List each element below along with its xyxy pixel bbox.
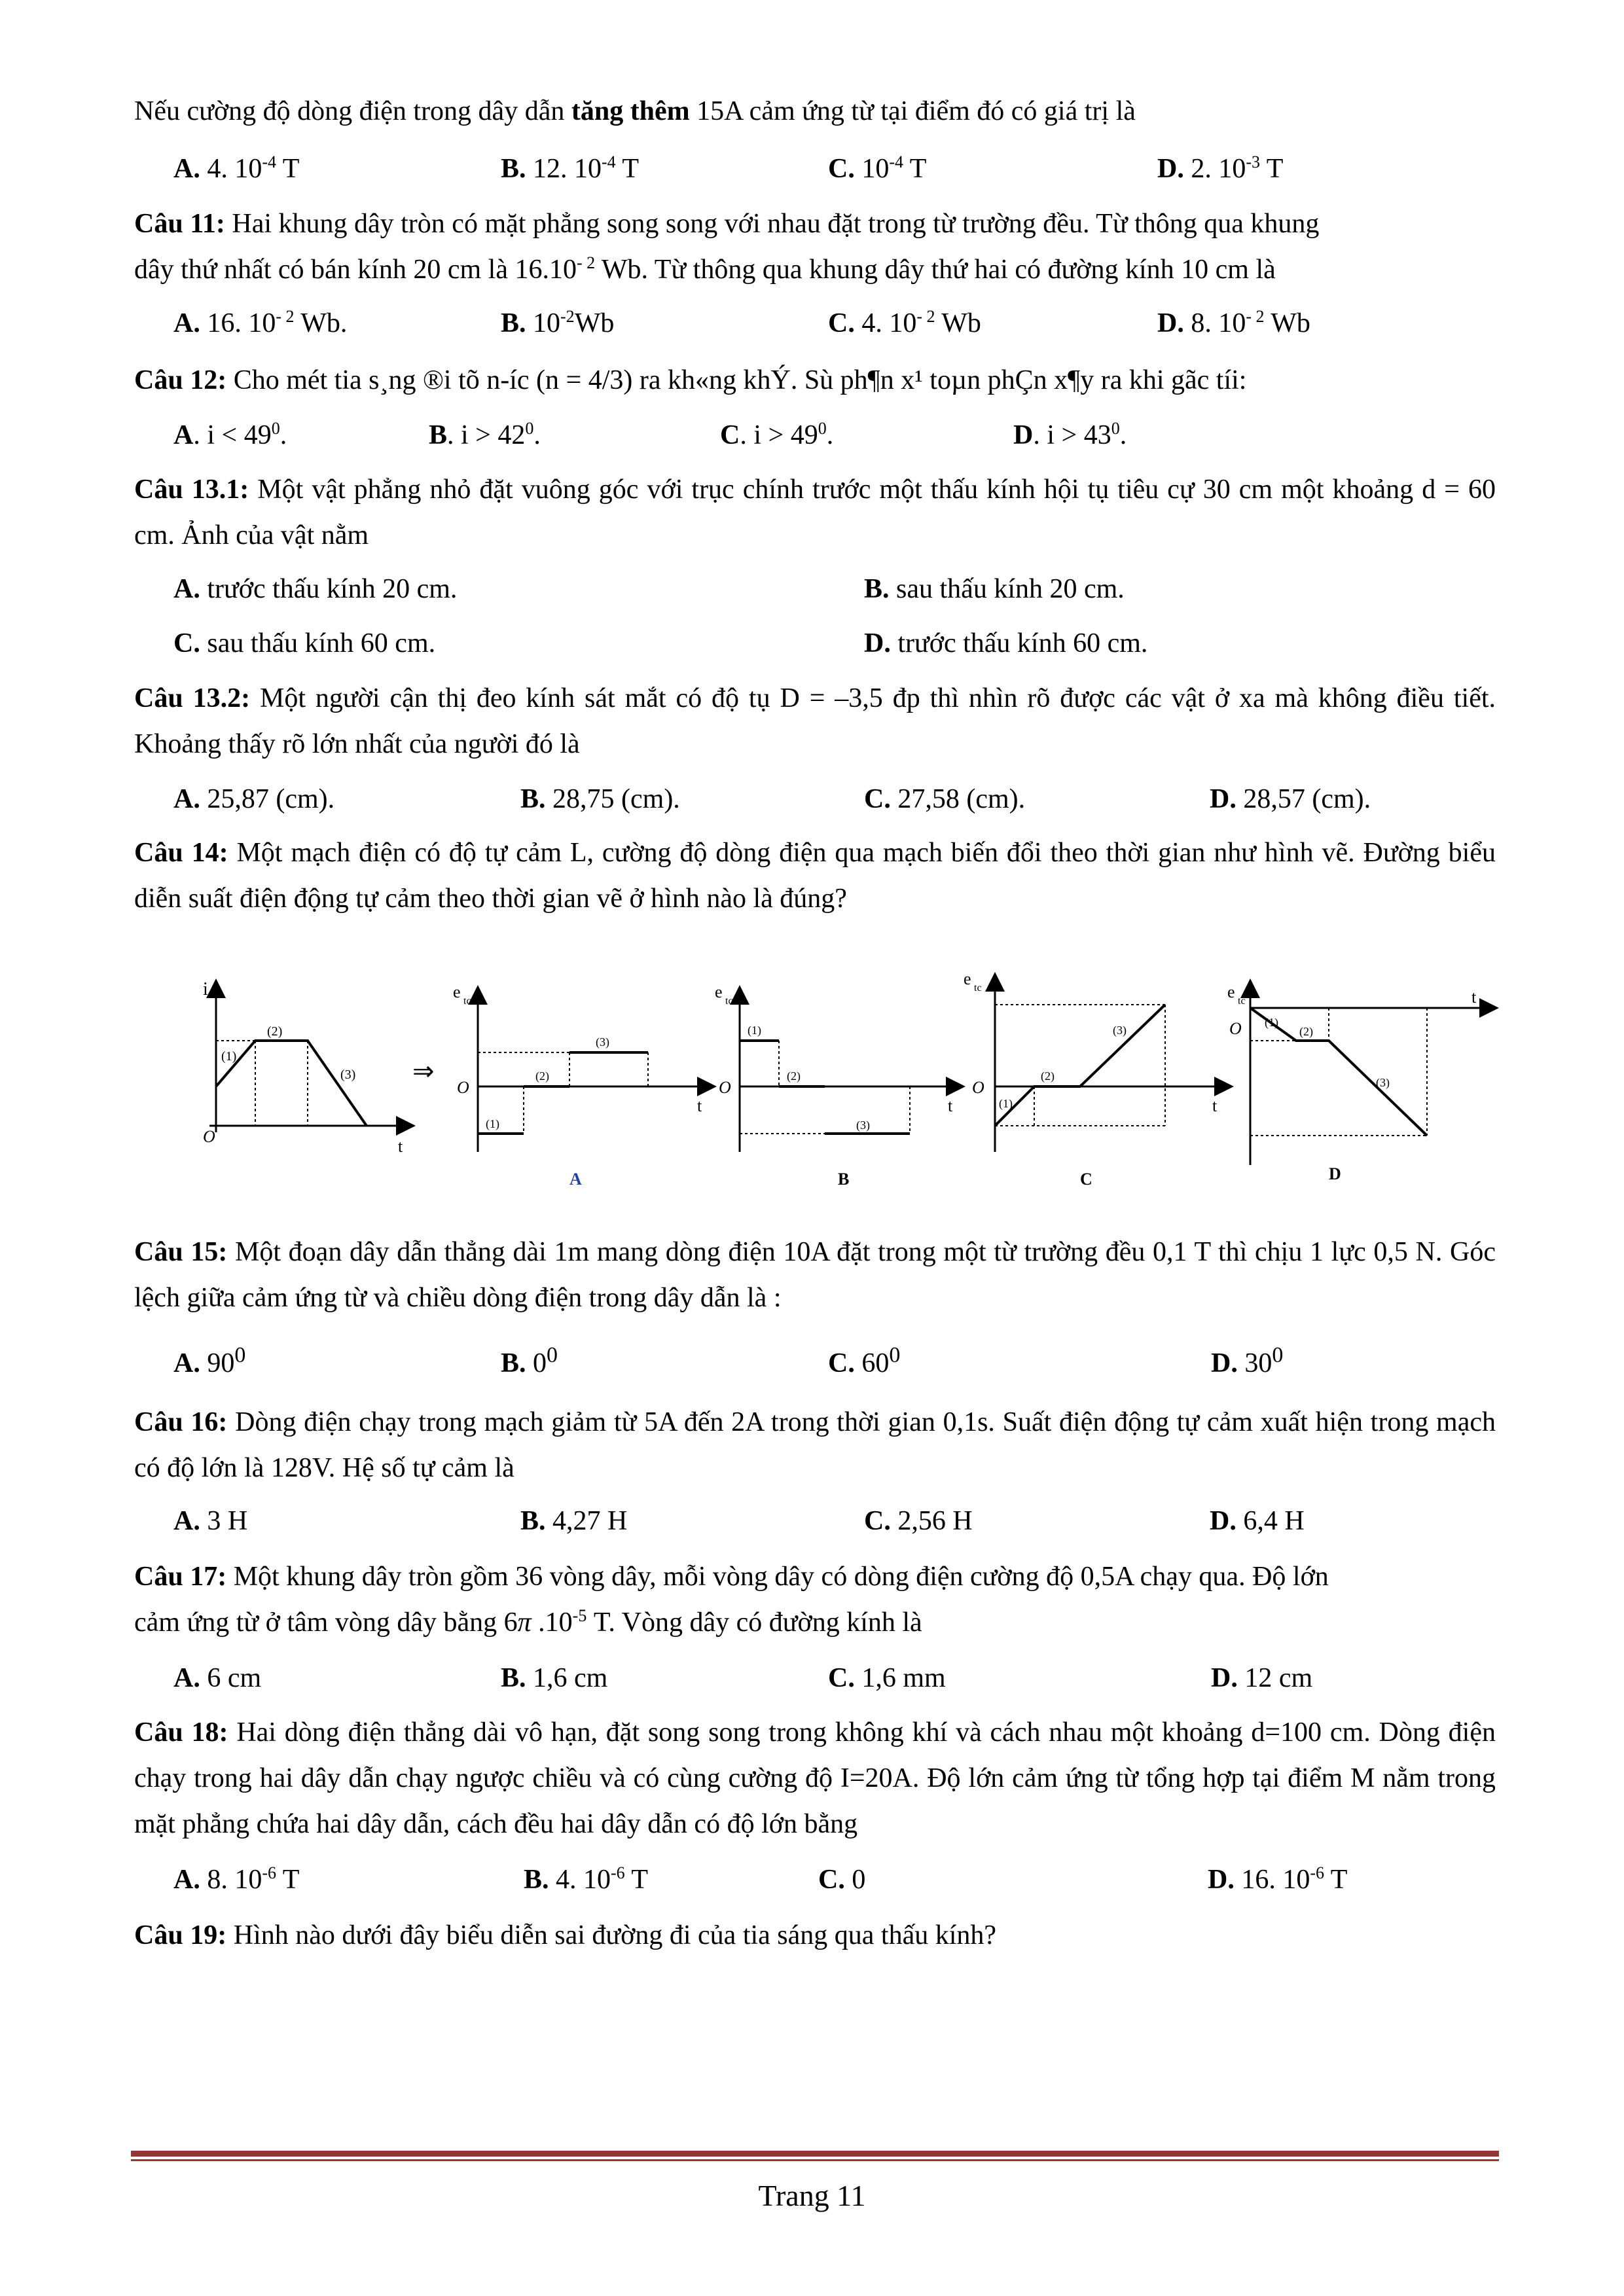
q19-question: Câu 19: Hình nào dưới đây biểu diễn sai đường đi của tia sáng qua thấu kính? (134, 1920, 997, 1950)
q17-option-c: C. 1,6 mm (828, 1663, 946, 1693)
q11-option-a: A. 16. $10^{- 2}$ Wb. (173, 307, 348, 338)
graph-d (1227, 982, 1489, 1183)
graph-c-seg-2: (2) (1041, 1069, 1055, 1083)
graph-b-t-label: t (948, 1096, 953, 1115)
graph-b-e-label: e (715, 982, 723, 1001)
q15-option-c: C. $60^0$ (828, 1343, 901, 1378)
q17-line-1: Câu 17: Một khung dây tròn gồm 36 vòng dây, mỗi vòng dây có dòng điện cường độ 0,5A chạy qua. Độ lớn (134, 1562, 1329, 1592)
graph-d-e-subscript: tc (1238, 996, 1246, 1007)
graph-a-origin: O (457, 1078, 469, 1097)
graph-a-seg-2: (2) (535, 1069, 549, 1083)
q18-option-c: C. 0 (818, 1865, 866, 1895)
graph-b (715, 982, 956, 1189)
q10-option-a: A. 4. $10^{-4}$ T (173, 152, 300, 184)
graph-a-caption: A (569, 1170, 582, 1189)
q13-1-option-a: A. trước thấu kính 20 cm. (173, 574, 458, 604)
graph-b-caption: B (838, 1170, 850, 1189)
graph-d-origin: O (1229, 1019, 1242, 1038)
q16-option-b: B. 4,27 H (520, 1506, 628, 1536)
segment-1-label: (1) (221, 1049, 237, 1064)
graph-a-e-label: e (453, 982, 461, 1001)
q18-option-b: B. 4. $10^{-6}$ T (524, 1863, 649, 1895)
graph-b-origin: O (719, 1078, 731, 1097)
q16-option-c: C. 2,56 H (864, 1506, 973, 1536)
graph-c-e-subscript: tc (974, 982, 982, 994)
graph-d-seg-1: (1) (1265, 1016, 1278, 1029)
q12-question: Câu 12: Cho mét tia s¸ng ®i tõ n-íc (n = 4/3) ra kh«ng khÝ. Sù ph¶n x¹ toµn phÇn x¶y ra khi gãc tíi: (134, 365, 1247, 395)
q13-1-option-b: B. sau thấu kính 20 cm. (864, 574, 1125, 604)
q10-continuation: Nếu cường độ dòng điện trong dây dẫn tăng thêm 15A cảm ứng từ tại điểm đó có giá trị là (134, 96, 1136, 126)
q13-1-option-d: D. trước thấu kính 60 cm. (864, 628, 1148, 658)
q17-line-2: cảm ứng từ ở tâm vòng dây bằng 6π $.10^{-5}$ T. Vòng dây có đường kính là (134, 1606, 922, 1638)
segment-2-label: (2) (267, 1024, 283, 1039)
q11-line-2: dây thứ nhất có bán kính 20 cm là $16.10^{- 2}$ Wb. Từ thông qua khung dây thứ hai có đường kính 10 cm là (134, 253, 1276, 285)
graph-d-e-label: e (1227, 982, 1235, 1001)
q18-question: Câu 18: Hai dòng điện thẳng dài vô hạn, đặt song song trong không khí và cách nhau một khoảng d=100 cm. Dòng điện chạy trong hai dây dẫn chạy ngược chiều và có cùng cường độ I=20A. Độ lớn cảm ứng từ tổng hợp tại điểm M nằm trong mặt phẳng chứa hai dây dẫn, cách đều hai dây dẫn có độ lớn bằng (134, 1717, 1496, 1839)
q18-option-d: D. 16. $10^{-6}$ T (1208, 1863, 1348, 1895)
graph-a-seg-1: (1) (486, 1117, 499, 1130)
q16-question: Câu 16: Dòng điện chạy trong mạch giảm từ 5A đến 2A trong thời gian 0,1s. Suất điện động tự cảm xuất hiện trong mạch có độ lớn là 128V. Hệ số tự cảm là (134, 1407, 1496, 1483)
graph-d-t-label: t (1471, 988, 1477, 1007)
segment-3-label: (3) (340, 1067, 356, 1082)
graph-c-caption: C (1080, 1170, 1092, 1189)
q17-option-a: A. 6 cm (173, 1663, 262, 1693)
graph-a (453, 982, 707, 1189)
graph-c-origin: O (972, 1078, 984, 1097)
q12-option-a: A. $i < 49^0$. (173, 419, 287, 450)
q12-option-b: B. $i > 42^0$. (429, 419, 541, 450)
origin-label: O (203, 1127, 215, 1146)
q13-2-option-a: A. 25,87 (cm). (173, 784, 335, 814)
q12-option-c: C. $i > 49^0$. (720, 419, 834, 450)
graph-b-e-subscript: tc (725, 996, 733, 1007)
q14-question: Câu 14: Một mạch điện có độ tự cảm L, cường độ dòng điện qua mạch biến đổi theo thời gian như hình vẽ. Đường biểu diễn suất điện động tự cảm theo thời gian vẽ ở hình nào là đúng? (134, 838, 1496, 914)
t-axis-label: t (398, 1137, 403, 1156)
q10-option-d: D. 2. $10^{-3}$ T (1157, 152, 1284, 184)
q16-option-d: D. 6,4 H (1210, 1506, 1305, 1536)
graph-a-seg-3: (3) (596, 1035, 609, 1049)
graph-c-e-label: e (964, 969, 971, 988)
q16-option-a: A. 3 H (173, 1506, 248, 1536)
q11-option-c: C. 4. $10^{- 2}$ Wb (828, 307, 981, 338)
q15-question: Câu 15: Một đoạn dây dẫn thẳng dài 1m mang dòng điện 10A đặt trong một từ trường đều 0,1 T thì chịu 1 lực 0,5 N. Góc lệch giữa cảm ứng từ và chiều dòng điện trong dây dẫn là : (134, 1237, 1496, 1313)
footer-rule-thick (131, 2151, 1499, 2157)
i-axis-label: i (203, 979, 208, 999)
q17-option-d: D. 12 cm (1211, 1663, 1313, 1693)
q13-1-question: Câu 13.1: Một vật phẳng nhỏ đặt vuông góc với trục chính trước một thấu kính hội tụ tiêu cự 30 cm một khoảng d = 60 cm. Ảnh của vật nằm (134, 475, 1496, 550)
graph-d-caption: D (1329, 1164, 1341, 1183)
q15-option-b: B. $0^0$ (501, 1343, 558, 1378)
q18-option-a: A. 8. $10^{-6}$ T (173, 1863, 300, 1895)
footer-rule-thin (131, 2159, 1499, 2161)
q10-option-b: B. 12. $10^{-4}$ T (501, 152, 640, 184)
graph-b-seg-2: (2) (787, 1069, 801, 1083)
graph-a-e-subscript: tc (463, 996, 471, 1007)
q13-2-option-c: C. 27,58 (cm). (864, 784, 1026, 814)
graph-c-t-label: t (1212, 1096, 1218, 1115)
current-graph (203, 979, 406, 1156)
q12-option-d: D. $i > 43^0$. (1013, 419, 1127, 450)
graph-b-seg-3: (3) (856, 1119, 870, 1132)
q11-option-b: B. $10^{-2}Wb$ (501, 307, 615, 338)
q13-2-option-b: B. 28,75 (cm). (520, 784, 680, 814)
q11-line-1: Câu 11: Hai khung dây tròn có mặt phẳng song song với nhau đặt trong từ trường đều. Từ thông qua khung (134, 209, 1320, 239)
graph-d-seg-3: (3) (1376, 1076, 1390, 1089)
graph-d-seg-2: (2) (1299, 1025, 1313, 1038)
page-number: Trang 11 (758, 2179, 866, 2212)
graph-c-seg-1: (1) (999, 1097, 1013, 1110)
q15-option-a: A. $90^0$ (173, 1343, 246, 1378)
graph-a-t-label: t (697, 1096, 702, 1115)
implies-arrow: ⇒ (412, 1056, 435, 1086)
q13-1-option-c: C. sau thấu kính 60 cm. (173, 628, 436, 658)
q11-option-d: D. 8. $10^{- 2}$ Wb (1157, 307, 1310, 338)
q15-option-d: D. $30^0$ (1211, 1343, 1284, 1378)
graph-b-seg-1: (1) (748, 1024, 761, 1037)
q14-graphs-figure (190, 969, 1499, 1191)
q13-2-question: Câu 13.2: Một người cận thị đeo kính sát mắt có độ tụ D = –3,5 đp thì nhìn rõ được các vật ở xa mà không điều tiết. Khoảng thấy rõ lớn nhất của người đó là (134, 683, 1496, 759)
graph-c (964, 969, 1224, 1189)
q17-option-b: B. 1,6 cm (501, 1663, 608, 1693)
graph-c-seg-3: (3) (1113, 1024, 1127, 1037)
q13-2-option-d: D. 28,57 (cm). (1210, 784, 1371, 814)
q10-option-c: C. $10^{-4}$ T (828, 152, 927, 184)
